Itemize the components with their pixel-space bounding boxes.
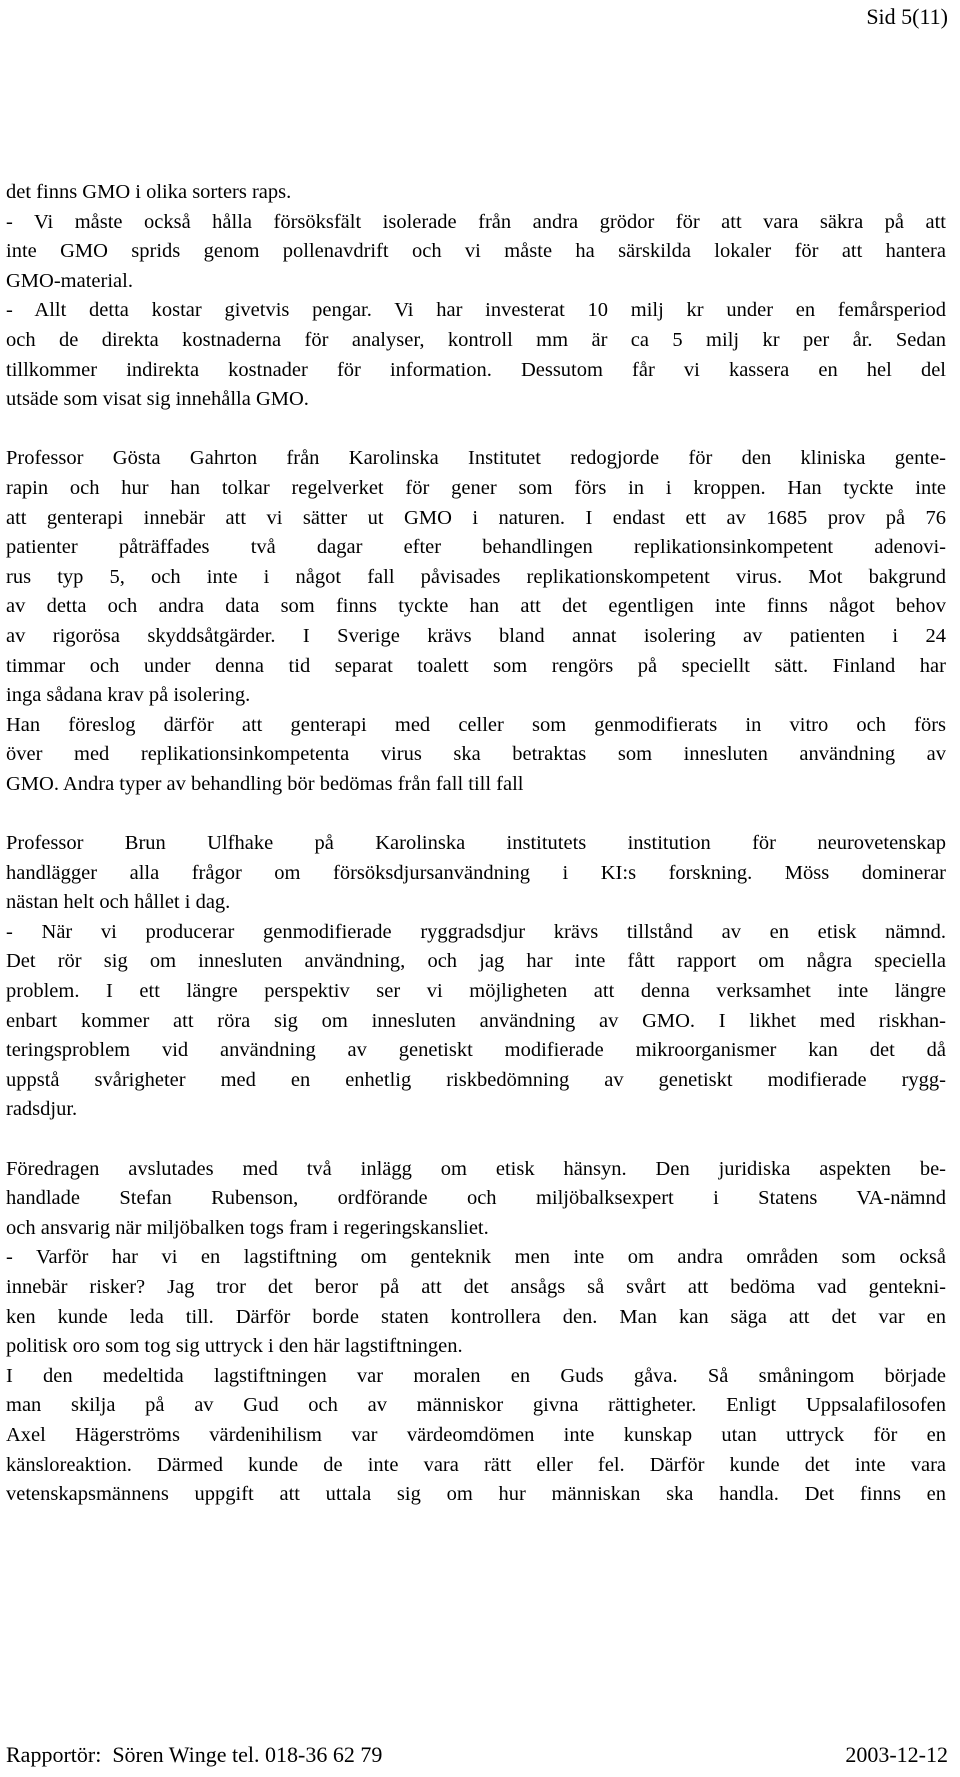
text-line: GMO-material.: [6, 269, 133, 292]
text-line: av detta och andra data som finns tyckte han att det egentligen inte finns något behov: [6, 595, 946, 618]
text-line: radsdjur.: [6, 1098, 78, 1121]
text-line: utsäde som visat sig innehålla GMO.: [6, 388, 309, 411]
text-line: teringsproblem vid användning av genetiskt modifierade mikroorganismer kan det då: [6, 1039, 946, 1062]
text-line: Professor Gösta Gahrton från Karolinska Institutet redogjorde för den kliniska gente-: [6, 447, 946, 470]
text-line: tillkommer indirekta kostnader för information. Dessutom får vi kassera en hel del: [6, 358, 946, 381]
text-line: man skilja på av Gud och av människor givna rättigheter. Enligt Uppsalafilosofen: [6, 1394, 946, 1417]
text-line: enbart kommer att röra sig om innesluten användning av GMO. I likhet med riskhan-: [6, 1009, 946, 1032]
page-footer: [6, 1740, 948, 1770]
text-line: rapin och hur han tolkar regelverket för gener som förs in i kroppen. Han tyckte inte: [6, 476, 946, 499]
text-line: - När vi producerar genmodifierade ryggradsdjur krävs tillstånd av en etisk nämnd.: [6, 920, 946, 943]
text-line: och de direkta kostnaderna för analyser, kontroll mm är ca 5 milj kr per år. Sedan: [6, 328, 946, 351]
paragraph-ulfhake: [6, 829, 946, 1125]
text-line: rus typ 5, och inte i något fall påvisades replikationskompetent virus. Mot bakgrund: [6, 565, 946, 588]
text-line: - Allt detta kostar givetvis pengar. Vi har investerat 10 milj kr under en femårsperiod: [6, 299, 946, 322]
text-line: innebär risker? Jag tror det beror på att det ansågs så svårt att bedöma vad gentekni-: [6, 1275, 946, 1298]
paragraph-rubenson: [6, 1155, 946, 1510]
text-line: Det rör sig om innesluten användning, och jag har inte fått rapport om några speciella: [6, 950, 946, 973]
page-number: Sid 5(11): [866, 4, 948, 29]
text-line: politisk oro som tog sig uttryck i den här lagstiftningen.: [6, 1335, 463, 1358]
text-line: inga sådana krav på isolering.: [6, 684, 251, 707]
text-line: ken kunde leda till. Därför borde staten kontrollera den. Man kan säga att det var en: [6, 1305, 946, 1328]
text-line: Föredragen avslutades med två inlägg om etisk hänsyn. Den juridiska aspekten be-: [6, 1157, 946, 1180]
paragraph-gap: [6, 415, 946, 445]
text-line: över med replikationsinkompetenta virus ska betraktas som innesluten användning av: [6, 743, 946, 766]
text-line: timmar och under denna tid separat toalett som rengörs på speciellt sätt. Finland har: [6, 654, 946, 677]
text-line: Axel Hägerströms värdenihilism var värdeomdömen inte kunskap utan uttryck för en: [6, 1423, 946, 1446]
paragraph-gahrton: [6, 444, 946, 799]
text-line: inte GMO sprids genom pollenavdrift och vi måste ha särskilda lokaler för att hantera: [6, 240, 946, 263]
reporter-contact: Rapportör: Sören Winge tel. 018-36 62 79: [6, 1742, 383, 1767]
text-line: nästan helt och hållet i dag.: [6, 891, 231, 914]
text-line: och ansvarig när miljöbalken togs fram i regeringskansliet.: [6, 1216, 489, 1239]
paragraph-gap: [6, 799, 946, 829]
text-line: I den medeltida lagstiftningen var moralen en Guds gåva. Så småningom började: [6, 1364, 946, 1387]
text-line: GMO. Andra typer av behandling bör bedömas från fall till fall: [6, 772, 524, 795]
text-line: det finns GMO i olika sorters raps.: [6, 181, 292, 203]
text-line: handlade Stefan Rubenson, ordförande och miljöbalksexpert i Statens VA-nämnd: [6, 1187, 946, 1210]
text-line: - Varför har vi en lagstiftning om genteknik men inte om andra områden som också: [6, 1246, 946, 1269]
text-line: känsloreaktion. Därmed kunde de inte vara rätt eller fel. Därför kunde det inte vara: [6, 1453, 946, 1476]
text-line: patienter påträffades två dagar efter behandlingen replikationsinkompetent adenovi-: [6, 536, 946, 559]
document-body: [6, 178, 946, 1510]
text-line: att genterapi innebär att vi sätter ut GMO i naturen. I endast ett av 1685 prov på 76: [6, 506, 946, 529]
report-date: 2003-12-12: [845, 1742, 948, 1767]
paragraph-gap: [6, 1125, 946, 1155]
text-line: Han föreslog därför att genterapi med celler som genmodifierats in vitro och förs: [6, 713, 946, 736]
text-line: vetenskapsmännens uppgift att uttala sig om hur människan ska handla. Det finns en: [6, 1483, 946, 1506]
paragraph-raps: [6, 178, 946, 415]
text-line: av rigorösa skyddsåtgärder. I Sverige krävs bland annat isolering av patienten i 24: [6, 624, 946, 647]
text-line: - Vi måste också hålla försöksfält isolerade från andra grödor för att vara säkra på att: [6, 210, 946, 233]
text-line: Professor Brun Ulfhake på Karolinska institutets institution för neurovetenskap: [6, 832, 946, 855]
text-line: problem. I ett längre perspektiv ser vi möjligheten att denna verksamhet inte längre: [6, 980, 946, 1003]
text-line: handlägger alla frågor om försöksdjursanvändning i KI:s forskning. Möss dominerar: [6, 861, 946, 884]
text-line: uppstå svårigheter med en enhetlig riskbedömning av genetiskt modifierade rygg-: [6, 1068, 946, 1091]
